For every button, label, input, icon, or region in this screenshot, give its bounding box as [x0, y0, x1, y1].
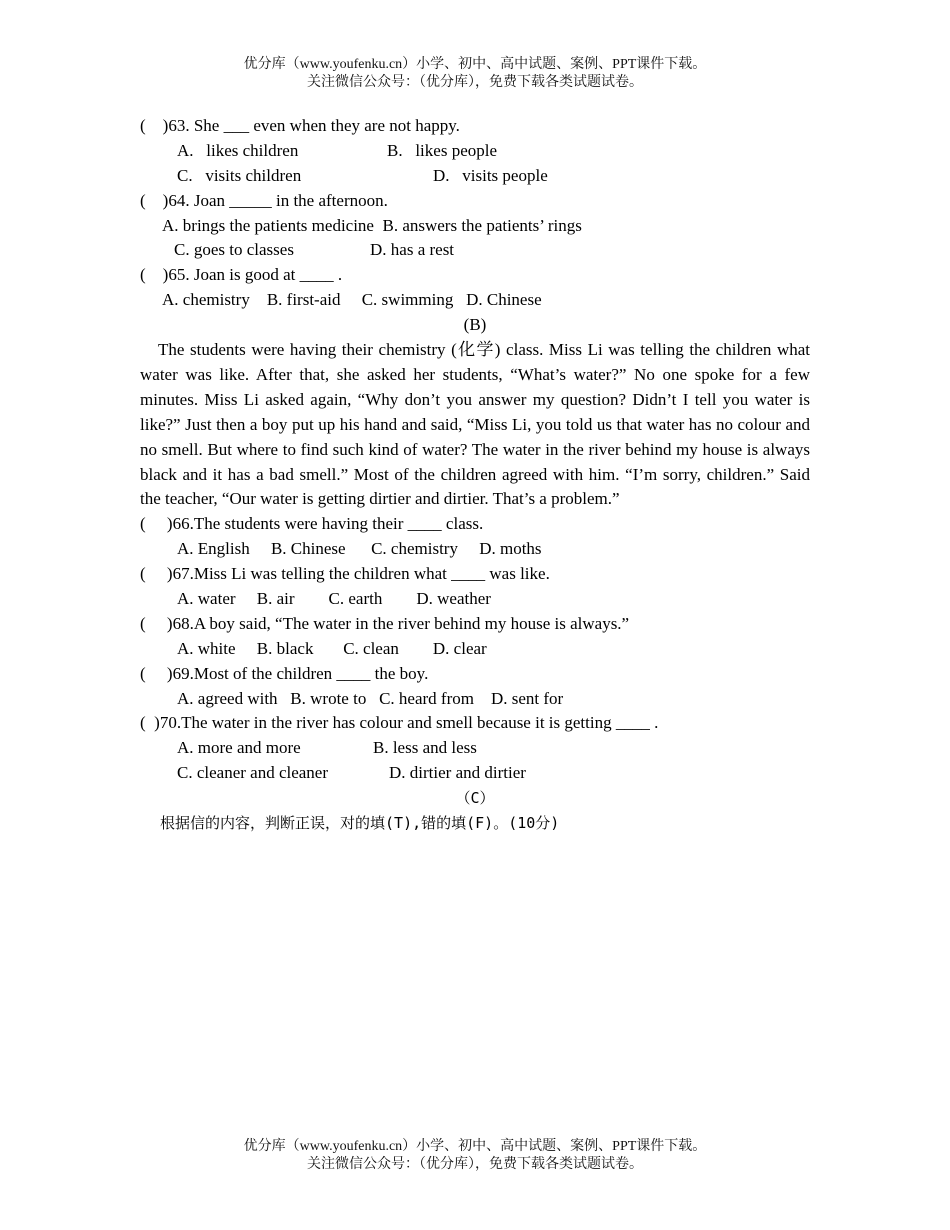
question-66-stem: ( )66.The students were having their ____ class.	[140, 514, 484, 534]
options-abcd: A. agreed with B. wrote to C. heard from D. sent for	[177, 688, 564, 708]
question-65-options	[140, 288, 810, 313]
question-65-stem: ( )65. Joan is good at ____ .	[140, 265, 343, 285]
options-abcd: A. water B. air C. earth D. weather	[177, 589, 491, 609]
section-c-instruction: 根据信的内容，判断正误，对的填(T),错的填(F)。(10分)	[160, 814, 560, 833]
question-66-options	[140, 537, 810, 562]
option-ab: A. brings the patients medicine B. answers the patients’ rings	[162, 215, 582, 235]
question-69-options	[140, 687, 810, 712]
option-b: B. likes people	[387, 140, 498, 160]
footer-line-1: 优分库（www.youfenku.cn）小学、初中、高中试题、案例、PPT课件下载。	[243, 1139, 707, 1154]
section-c-title: （C）	[455, 789, 495, 808]
footer-line-2: 关注微信公众号：（优分库），免费下载各类试题试卷。	[307, 1157, 643, 1172]
question-67-stem: ( )67.Miss Li was telling the children what ____ was like.	[140, 564, 550, 584]
question-63-stem: ( )63. She ___ even when they are not happy.	[140, 116, 460, 135]
options-abcd: A. white B. black C. clean D. clear	[177, 638, 487, 658]
question-70-options-row-1	[140, 736, 810, 761]
question-64-stem: ( )64. Joan _____ in the afternoon.	[140, 190, 388, 210]
question-68-options	[140, 637, 810, 662]
question-64-options-row-1	[140, 214, 810, 239]
section-b-passage: The students were having their chemistry (化学) class. Miss Li was telling the children what water was like. After that, she asked her students, “What’s water?” No one spoke for a few minutes. Miss Li asked again, “Why don’t you answer my question? Didn’t I tell you water is like?” Just then a boy put up his hand and said, “Miss Li, you told us that water has no colour and no smell. But where to find such kind of water? The water in the river behind my house is always black and it has a bad smell.” Most of the children agreed with him. “I’m sorry, children.” Said the teacher, “Our water is getting dirtier and dirtier. That’s a problem.”	[140, 340, 810, 509]
option-b: B. less and less	[373, 738, 477, 758]
header-line-1: 优分库（www.youfenku.cn）小学、初中、高中试题、案例、PPT课件下载。	[243, 57, 707, 72]
option-a: A. more and more	[177, 738, 301, 758]
option-d: D. has a rest	[370, 240, 455, 260]
section-b-title: (B)	[463, 315, 487, 335]
header-line-2: 关注微信公众号：（优分库），免费下载各类试题试卷。	[307, 75, 643, 90]
question-63-options-row-2	[140, 164, 810, 189]
options-abcd: A. English B. Chinese C. chemistry D. moths	[177, 539, 542, 559]
question-69-stem: ( )69.Most of the children ____ the boy.	[140, 663, 429, 683]
option-c: C. cleaner and cleaner	[177, 763, 329, 783]
question-68-stem: ( )68.A boy said, “The water in the river behind my house is always.”	[140, 613, 630, 633]
page-header	[0, 56, 950, 92]
question-70-stem: ( )70.The water in the river has colour and smell because it is getting ____ .	[140, 713, 659, 733]
question-64-options-row-2	[140, 238, 810, 263]
option-d: D. dirtier and dirtier	[389, 763, 526, 783]
option-c: C. visits children	[177, 165, 302, 185]
page-footer	[0, 1138, 950, 1174]
question-70-options-row-2	[140, 761, 810, 786]
options-abcd: A. chemistry B. first-aid C. swimming D. Chinese	[162, 290, 542, 310]
option-d: D. visits people	[433, 165, 548, 185]
question-63-options-row-1	[140, 139, 810, 164]
option-a: A. likes children	[177, 140, 299, 160]
option-c: C. goes to classes	[174, 240, 294, 260]
question-67-options	[140, 587, 810, 612]
page-body	[140, 114, 810, 836]
